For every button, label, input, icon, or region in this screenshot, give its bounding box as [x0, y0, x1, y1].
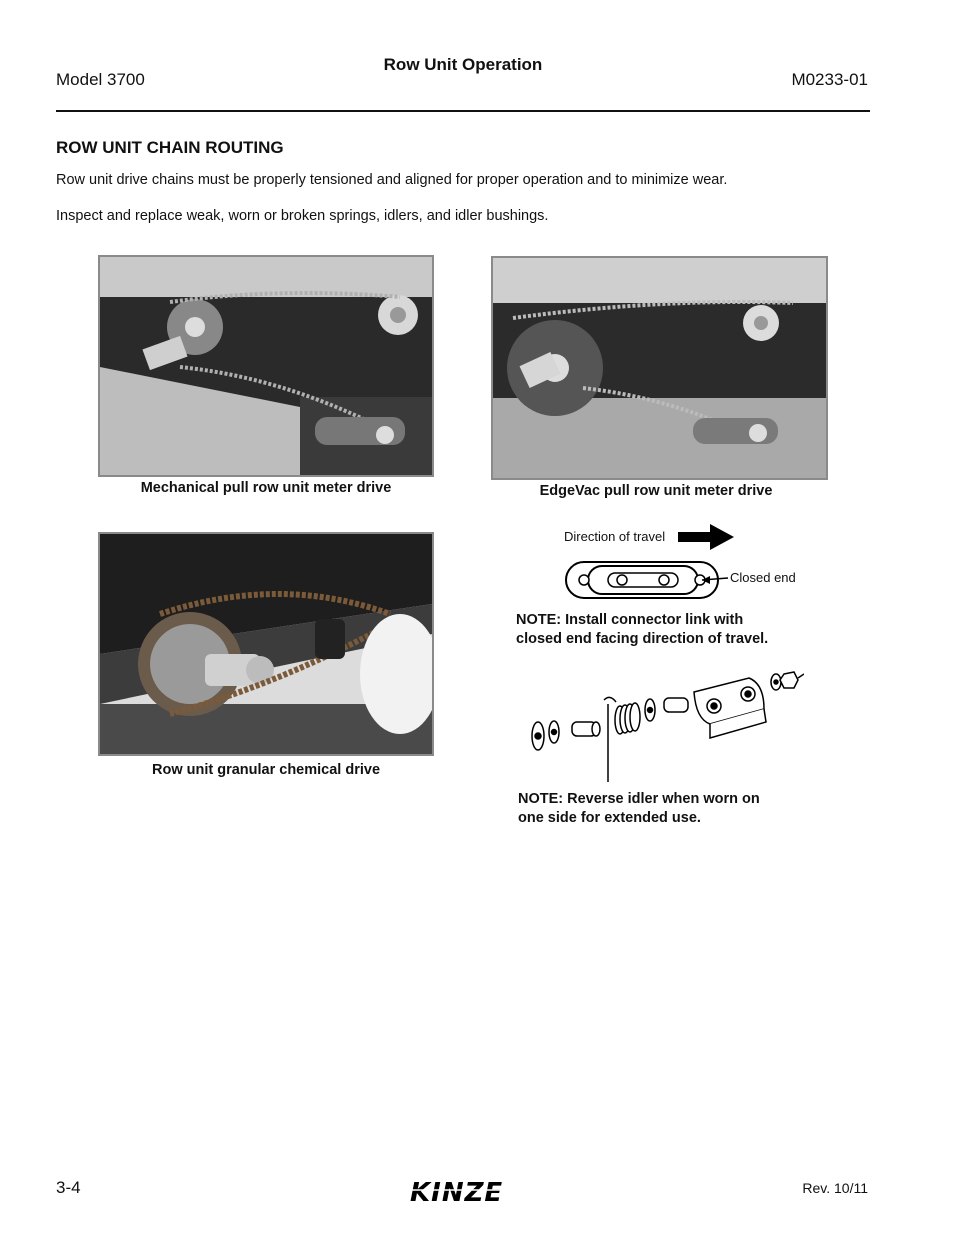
kinze-logo-icon: [402, 1176, 524, 1206]
granular-drive-image: [100, 534, 432, 754]
page-title: ROW UNIT CHAIN ROUTING: [56, 138, 284, 157]
note-idler-line-2: one side for extended use.: [518, 810, 701, 826]
direction-arrow-icon: [676, 522, 736, 552]
note-connector-line-2: closed end facing direction of travel.: [516, 631, 769, 647]
note-connector-link: [516, 611, 768, 649]
page-number: 3-4: [56, 1178, 81, 1197]
edgevac-drive-image: [493, 258, 826, 478]
direction-of-travel-label: Direction of travel: [564, 529, 666, 544]
caption-mechanical: Mechanical pull row unit meter drive: [140, 480, 392, 496]
caption-edgevac: EdgeVac pull row unit meter drive: [539, 483, 773, 499]
section-header: Row Unit Operation: [383, 55, 543, 74]
revision-label: Rev. 10/11: [802, 1180, 868, 1196]
header-rule: [56, 110, 870, 112]
note-idler-line-1: NOTE: Reverse idler when worn on: [518, 791, 760, 807]
model-label: Model 3700: [56, 70, 145, 89]
caption-granular: Row unit granular chemical drive: [151, 762, 381, 778]
closed-end-label: Closed end: [730, 570, 796, 585]
idler-exploded-diagram: [524, 664, 804, 788]
svg-text:KINZE: KINZE: [410, 1178, 504, 1206]
note-reverse-idler: [518, 790, 760, 828]
edgevac-drive-photo: [491, 256, 828, 480]
connector-link-diagram: [560, 556, 730, 604]
paragraph-tension: Row unit drive chains must be properly tensioned and aligned for proper operation and to minimize wear.: [56, 172, 728, 188]
granular-drive-photo: [98, 532, 434, 756]
mechanical-drive-image: [100, 257, 432, 475]
paragraph-inspect: Inspect and replace weak, worn or broken springs, idlers, and idler bushings.: [56, 208, 549, 224]
note-connector-line-1: NOTE: Install connector link with: [516, 612, 744, 628]
mechanical-drive-photo: [98, 255, 434, 477]
document-number: M0233-01: [791, 70, 868, 89]
